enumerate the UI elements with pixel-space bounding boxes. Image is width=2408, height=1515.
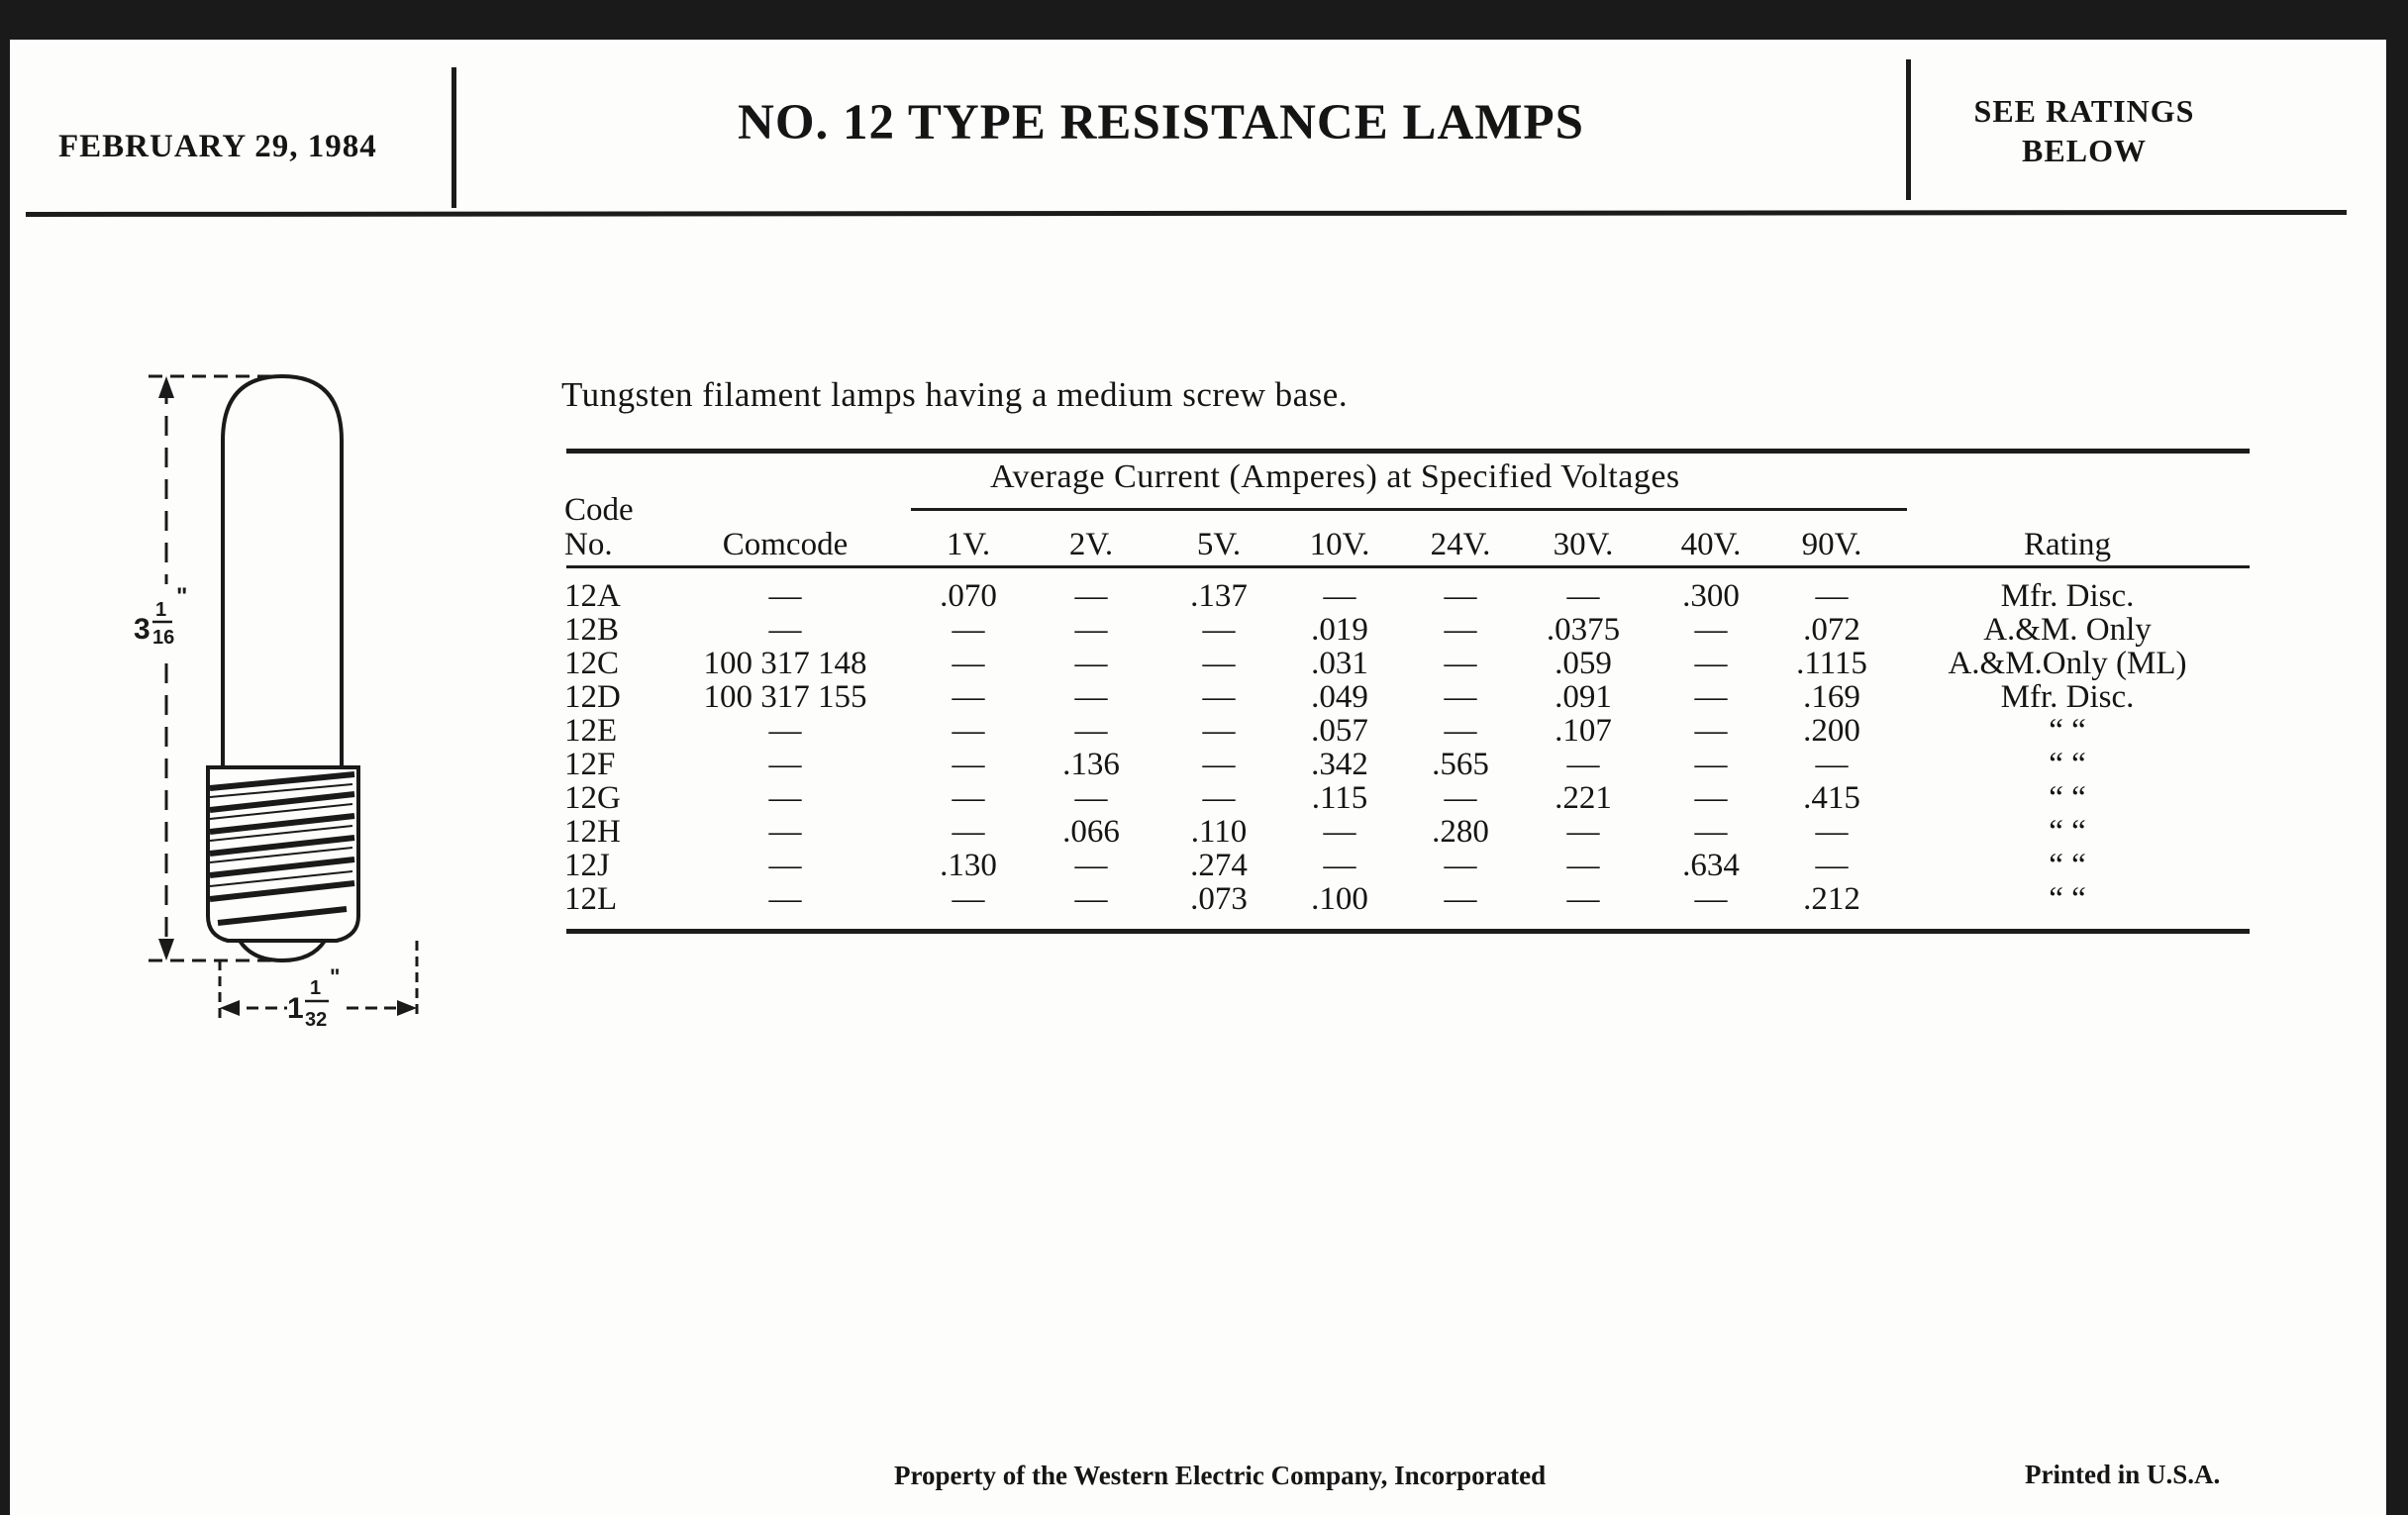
table-bottom-rule <box>566 929 2250 934</box>
row-current-90v: — <box>1815 848 1849 883</box>
height-arrow-top <box>158 376 174 398</box>
row-current-5v: — <box>1202 612 1236 648</box>
row-comcode: — <box>768 713 802 749</box>
row-current-10v: .100 <box>1311 881 1368 917</box>
lamp-description: Tungsten filament lamps having a medium screw base. <box>561 375 1349 414</box>
row-current-5v: .110 <box>1190 814 1248 850</box>
row-current-2v: — <box>1074 848 1108 883</box>
row-current-90v: — <box>1815 814 1849 850</box>
row-current-24v: .280 <box>1432 814 1489 850</box>
row-code: 12G <box>564 780 621 816</box>
height-label-whole: 3 <box>134 613 150 646</box>
width-label-mark: " <box>330 964 341 989</box>
row-current-1v: — <box>952 881 985 917</box>
document-sheet <box>10 40 2386 1515</box>
row-current-24v: — <box>1444 848 1477 883</box>
row-current-10v: .115 <box>1311 780 1368 816</box>
row-current-5v: — <box>1202 747 1236 782</box>
row-rating: “ “ <box>2049 713 2086 749</box>
row-current-5v: — <box>1202 780 1236 816</box>
row-code: 12B <box>564 612 620 648</box>
row-current-10v: .342 <box>1311 747 1368 782</box>
lamp-bulb-outline <box>223 376 342 767</box>
row-current-30v: .107 <box>1555 713 1612 749</box>
row-current-30v: — <box>1566 881 1600 917</box>
row-current-2v: — <box>1074 646 1108 681</box>
row-current-24v: — <box>1444 679 1477 715</box>
row-current-2v: — <box>1074 881 1108 917</box>
row-rating: Mfr. Disc. <box>2000 679 2135 715</box>
lamp-drawing <box>129 327 446 1050</box>
row-current-10v: — <box>1323 848 1356 883</box>
row-current-30v: .091 <box>1555 679 1612 715</box>
header-divider-right <box>1906 59 1911 200</box>
height-label-mark: " <box>176 583 188 610</box>
row-current-1v: — <box>952 713 985 749</box>
row-current-40v: — <box>1694 646 1728 681</box>
row-current-10v: — <box>1323 814 1356 850</box>
row-current-90v: .212 <box>1803 881 1860 917</box>
row-current-90v: — <box>1815 747 1849 782</box>
property-notice: Property of the Western Electric Company, Incorporated <box>894 1461 1547 1490</box>
row-current-10v: .057 <box>1311 713 1368 749</box>
row-current-30v: — <box>1566 848 1600 883</box>
voltage-header-24v: 24V. <box>1430 527 1491 562</box>
row-current-90v: — <box>1815 578 1849 614</box>
header-rule <box>26 210 2347 217</box>
row-current-40v: — <box>1694 679 1728 715</box>
row-current-5v: — <box>1202 713 1236 749</box>
row-current-10v: .031 <box>1311 646 1368 681</box>
width-arrow-left <box>220 1000 240 1016</box>
height-arrow-bottom <box>158 939 174 960</box>
row-current-40v: — <box>1694 881 1728 917</box>
row-current-1v: — <box>952 814 985 850</box>
row-current-2v: — <box>1074 713 1108 749</box>
row-comcode: 100 317 155 <box>703 679 867 715</box>
row-current-1v: — <box>952 646 985 681</box>
voltage-header-5v: 5V. <box>1196 527 1242 562</box>
row-current-30v: .221 <box>1555 780 1612 816</box>
row-current-90v: .169 <box>1803 679 1860 715</box>
row-current-24v: — <box>1444 612 1477 648</box>
row-current-1v: .130 <box>940 848 997 883</box>
header-bottom-rule <box>566 565 2250 568</box>
row-rating: “ “ <box>2049 881 2086 917</box>
width-label-numerator: 1 <box>310 977 322 999</box>
row-rating: Mfr. Disc. <box>2000 578 2135 614</box>
row-current-90v: .415 <box>1803 780 1860 816</box>
group-header-rule <box>911 508 1907 511</box>
row-comcode: — <box>768 848 802 883</box>
table-top-rule <box>566 449 2250 454</box>
row-current-2v: — <box>1074 780 1108 816</box>
code-header-line2: No. <box>564 527 613 562</box>
row-code: 12C <box>564 646 620 681</box>
row-code: 12D <box>564 679 621 715</box>
row-current-40v: .634 <box>1682 848 1740 883</box>
document-date: FEBRUARY 29, 1984 <box>58 129 377 164</box>
width-label-whole: 1 <box>287 992 304 1025</box>
row-current-5v: — <box>1202 646 1236 681</box>
row-code: 12J <box>564 848 610 883</box>
row-current-24v: — <box>1444 578 1477 614</box>
voltage-header-90v: 90V. <box>1801 527 1862 562</box>
document-title: NO. 12 TYPE RESISTANCE LAMPS <box>738 95 1585 151</box>
row-current-30v: — <box>1566 747 1600 782</box>
row-rating: “ “ <box>2049 747 2086 782</box>
voltage-header-1v: 1V. <box>946 527 991 562</box>
row-current-24v: — <box>1444 713 1477 749</box>
width-label-denominator: 32 <box>305 1009 328 1031</box>
row-current-24v: .565 <box>1432 747 1489 782</box>
row-comcode: — <box>768 612 802 648</box>
row-current-40v: — <box>1694 713 1728 749</box>
row-current-5v: .073 <box>1190 881 1248 917</box>
row-current-30v: .059 <box>1555 646 1612 681</box>
row-current-10v: .019 <box>1311 612 1368 648</box>
row-rating: “ “ <box>2049 780 2086 816</box>
lamp-base-threads <box>210 774 354 923</box>
row-code: 12E <box>564 713 618 749</box>
row-code: 12F <box>564 747 616 782</box>
row-current-5v: .274 <box>1190 848 1248 883</box>
row-current-2v: — <box>1074 679 1108 715</box>
row-current-40v: .300 <box>1682 578 1740 614</box>
row-current-5v: .137 <box>1190 578 1248 614</box>
row-code: 12L <box>564 881 618 917</box>
row-current-30v: .0375 <box>1546 612 1621 648</box>
row-current-90v: .072 <box>1803 612 1860 648</box>
row-current-2v: .066 <box>1062 814 1120 850</box>
row-rating: “ “ <box>2049 848 2086 883</box>
row-current-1v: — <box>952 780 985 816</box>
row-rating: “ “ <box>2049 814 2086 850</box>
row-current-40v: — <box>1694 612 1728 648</box>
row-current-1v: — <box>952 679 985 715</box>
row-current-1v: — <box>952 747 985 782</box>
row-current-10v: — <box>1323 578 1356 614</box>
row-current-2v: — <box>1074 578 1108 614</box>
row-current-30v: — <box>1566 578 1600 614</box>
row-current-24v: — <box>1444 646 1477 681</box>
row-comcode: — <box>768 814 802 850</box>
row-comcode: — <box>768 578 802 614</box>
row-current-24v: — <box>1444 881 1477 917</box>
height-label-numerator: 1 <box>155 599 167 621</box>
row-rating: A.&M.Only (ML) <box>1948 646 2187 681</box>
row-comcode: — <box>768 881 802 917</box>
average-current-header: Average Current (Amperes) at Specified Voltages <box>990 458 1680 495</box>
row-comcode: — <box>768 747 802 782</box>
header-divider-left <box>452 67 456 208</box>
printed-notice: Printed in U.S.A. <box>2025 1460 2221 1489</box>
row-current-1v: — <box>952 612 985 648</box>
row-current-1v: .070 <box>940 578 997 614</box>
voltage-header-10v: 10V. <box>1309 527 1370 562</box>
row-current-5v: — <box>1202 679 1236 715</box>
row-comcode: — <box>768 780 802 816</box>
row-current-30v: — <box>1566 814 1600 850</box>
height-label-denominator: 16 <box>152 627 175 649</box>
row-comcode: 100 317 148 <box>703 646 867 681</box>
voltage-header-2v: 2V. <box>1068 527 1114 562</box>
row-current-40v: — <box>1694 814 1728 850</box>
comcode-header: Comcode <box>722 527 849 562</box>
row-current-90v: .1115 <box>1796 646 1867 681</box>
rating-header: Rating <box>2024 527 2111 562</box>
code-header-line1: Code <box>564 492 634 528</box>
row-current-10v: .049 <box>1311 679 1368 715</box>
width-arrow-right <box>397 1000 417 1016</box>
row-code: 12H <box>564 814 621 850</box>
row-current-40v: — <box>1694 780 1728 816</box>
row-rating: A.&M. Only <box>1983 612 2152 648</box>
voltage-header-40v: 40V. <box>1680 527 1742 562</box>
row-current-2v: — <box>1074 612 1108 648</box>
row-code: 12A <box>564 578 621 614</box>
row-current-24v: — <box>1444 780 1477 816</box>
voltage-header-30v: 30V. <box>1553 527 1614 562</box>
row-current-2v: .136 <box>1062 747 1120 782</box>
row-current-40v: — <box>1694 747 1728 782</box>
ratings-note: SEE RATINGS BELOW <box>1973 93 2195 168</box>
lamp-contact <box>240 941 325 960</box>
row-current-90v: .200 <box>1803 713 1860 749</box>
